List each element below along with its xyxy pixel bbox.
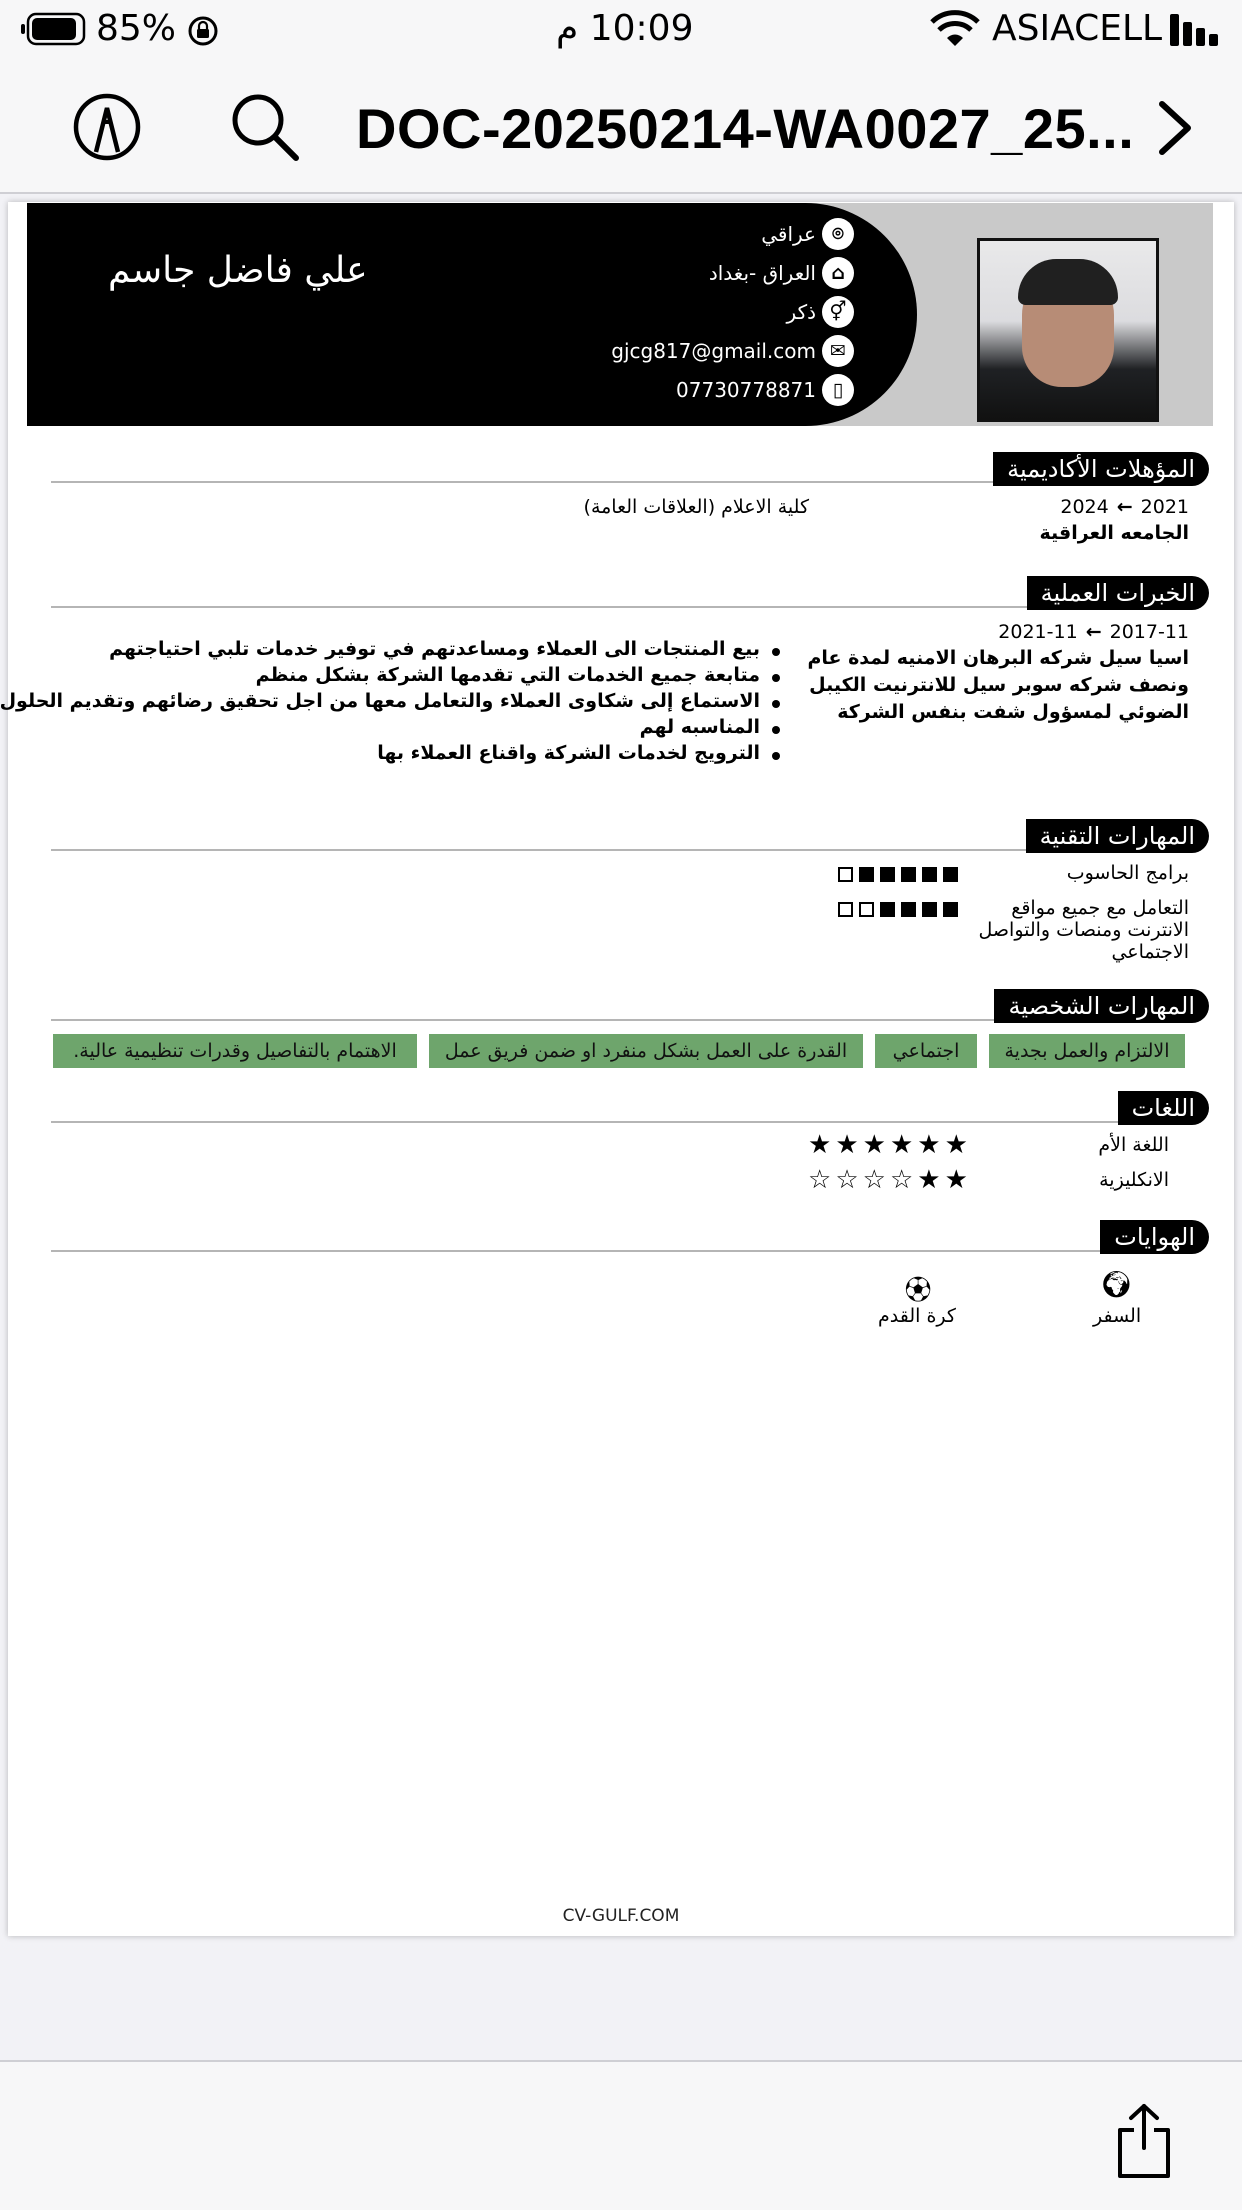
bullet-dot (772, 674, 780, 682)
section-divider (51, 1250, 1201, 1252)
battery-percent: 85% (96, 8, 177, 49)
skill-level-square (880, 867, 895, 882)
contact-gender (787, 296, 854, 328)
hobby-label: السفر (1093, 1305, 1142, 1327)
profile-photo (977, 238, 1159, 422)
experience-bullet: الترويج لخدمات الشركة واقناع العملاء بها (377, 742, 760, 764)
rating-star-icon: ☆ (889, 1165, 914, 1195)
skill-level-square (859, 867, 874, 882)
home-icon: ⌂ (822, 257, 854, 289)
wifi-icon (930, 10, 980, 50)
candidate-name: علي فاضل جاسم (108, 250, 368, 291)
contact-address (709, 257, 854, 289)
document-title: DOC-20250214-WA0027_25... (356, 97, 1135, 160)
skill-level-square (922, 867, 937, 882)
rating-star-icon: ☆ (808, 1165, 832, 1195)
skill-level-bar (838, 867, 958, 882)
section-heading-personal-skills: المهارات الشخصية (994, 989, 1209, 1023)
location-pin-icon: ⌾ (822, 218, 854, 250)
tech-skill-label: برامج الحاسوب (1066, 862, 1189, 884)
bullet-dot (772, 752, 780, 760)
photo-hair (1018, 259, 1118, 305)
tech-skill-label: التعامل مع جميع مواقع (1011, 897, 1189, 919)
contact-phone[interactable] (676, 374, 854, 406)
language-rating (808, 1167, 968, 1193)
chevron-right-icon[interactable] (1150, 98, 1200, 158)
contact-email[interactable] (611, 335, 854, 367)
education-date-to: 2024 (1060, 496, 1109, 518)
skill-level-square (922, 902, 937, 917)
education-dates (1060, 496, 1189, 518)
hobby-label: كرة القدم (878, 1305, 956, 1327)
education-faculty: كلية الاعلام (العلاقات العامة) (583, 496, 809, 518)
share-icon[interactable] (1114, 2102, 1174, 2180)
experience-bullet: المناسبه لهم (639, 716, 760, 738)
skill-level-square (901, 902, 916, 917)
rating-star-icon: ★ (917, 1165, 941, 1195)
document-page[interactable] (0, 202, 1234, 1936)
contact-text: العراق -بغداد (708, 261, 816, 285)
skill-chip: القدرة على العمل بشكل منفرد او ضمن فريق عمل (429, 1034, 863, 1068)
skill-level-square (880, 902, 895, 917)
experience-bullet: بيع المنتجات الى العملاء ومساعدتهم في توفير خدمات تلبي احتياجتهم (109, 638, 760, 660)
arrow-left-icon: ← (1116, 496, 1133, 518)
rating-star-icon: ★ (835, 1130, 859, 1160)
rating-star-icon: ★ (917, 1130, 941, 1160)
signal-icon (1170, 14, 1230, 48)
skill-chip: الالتزام والعمل بجدية (989, 1034, 1185, 1068)
section-heading-education: المؤهلات الأكاديمية (993, 452, 1209, 486)
experience-date-from: 2017-11 (1109, 621, 1189, 643)
experience-date-to: 2021-11 (998, 621, 1078, 643)
tech-skill-label: الاجتماعي (1111, 941, 1189, 963)
search-icon[interactable] (228, 90, 302, 164)
experience-role-line: ونصف شركه سوبر سيل للانترنيت الكيبل (809, 674, 1189, 696)
section-heading-hobbies: الهوايات (1100, 1220, 1209, 1254)
bullet-dot (772, 648, 780, 656)
skill-level-square (943, 902, 958, 917)
skill-level-square (859, 902, 874, 917)
skill-level-square (901, 867, 916, 882)
language-name: اللغة الأم (1098, 1134, 1169, 1156)
experience-bullet: الاستماع إلى شكاوى العملاء والتعامل معها من اجل تحقيق رضائهم وتقديم الحلول (0, 690, 760, 712)
section-divider (51, 1121, 1201, 1123)
clock: 10:09 م (556, 8, 694, 49)
skill-chip: اجتماعي (875, 1034, 977, 1068)
arrow-left-icon: ← (1085, 621, 1102, 643)
status-bar (0, 0, 1242, 62)
skill-level-bar (838, 902, 958, 917)
phone-icon: ▯ (822, 374, 854, 406)
rating-star-icon: ★ (808, 1130, 832, 1160)
bullet-dot (772, 726, 780, 734)
rating-star-icon: ★ (944, 1130, 968, 1160)
experience-bullet: متابعة جميع الخدمات التي تقدمها الشركة بشكل منظم (255, 664, 760, 686)
language-name: الانكليزية (1099, 1169, 1169, 1191)
experience-role-line: الضوئي لمسؤول شفت بنفس الشركة (837, 701, 1189, 723)
section-heading-languages: اللغات (1118, 1091, 1209, 1125)
rating-star-icon: ☆ (862, 1165, 886, 1195)
section-heading-experience: الخبرات العملية (1027, 576, 1209, 610)
pen-circle-icon[interactable] (72, 92, 142, 162)
contact-nationality (761, 218, 854, 250)
contact-text: ذكر (786, 300, 816, 324)
rating-star-icon: ★ (889, 1130, 914, 1160)
email-icon: ✉ (822, 335, 854, 367)
language-rating (808, 1132, 968, 1158)
rating-star-icon: ★ (944, 1165, 968, 1195)
experience-role-line: اسيا سيل شركه البرهان الامنيه لمدة عام (807, 647, 1189, 669)
skill-level-square (838, 902, 853, 917)
contact-text: 07730778871 (676, 378, 816, 402)
bullet-dot (772, 700, 780, 708)
gender-icon: ⚥ (822, 296, 854, 328)
globe-travel-icon: 🌍︎ (1100, 1270, 1134, 1300)
rating-star-icon: ☆ (835, 1165, 859, 1195)
skill-chip: الاهتمام بالتفاصيل وقدرات تنظيمية عالية. (53, 1034, 417, 1068)
tech-skill-label: الانترنت ومنصات والتواصل (978, 919, 1189, 941)
rotation-lock-icon (186, 14, 220, 48)
soccer-ball-icon: ⚽︎ (905, 1276, 932, 1306)
contact-text: gjcg817@gmail.com (611, 339, 816, 363)
rating-star-icon: ★ (862, 1130, 886, 1160)
experience-dates (998, 621, 1189, 643)
battery-icon (18, 12, 88, 46)
viewer-toolbar (0, 62, 1242, 194)
education-date-from: 2021 (1140, 496, 1189, 518)
bottom-toolbar (0, 2060, 1242, 2210)
contact-text: عراقي (761, 222, 816, 246)
education-institution: الجامعه العراقية (1039, 522, 1189, 544)
skill-level-square (943, 867, 958, 882)
carrier-name: ASIACELL (992, 8, 1163, 49)
skill-level-square (838, 867, 853, 882)
section-heading-tech-skills: المهارات التقنية (1026, 819, 1209, 853)
footer-brand: CV-GULF.COM (562, 1906, 680, 1926)
